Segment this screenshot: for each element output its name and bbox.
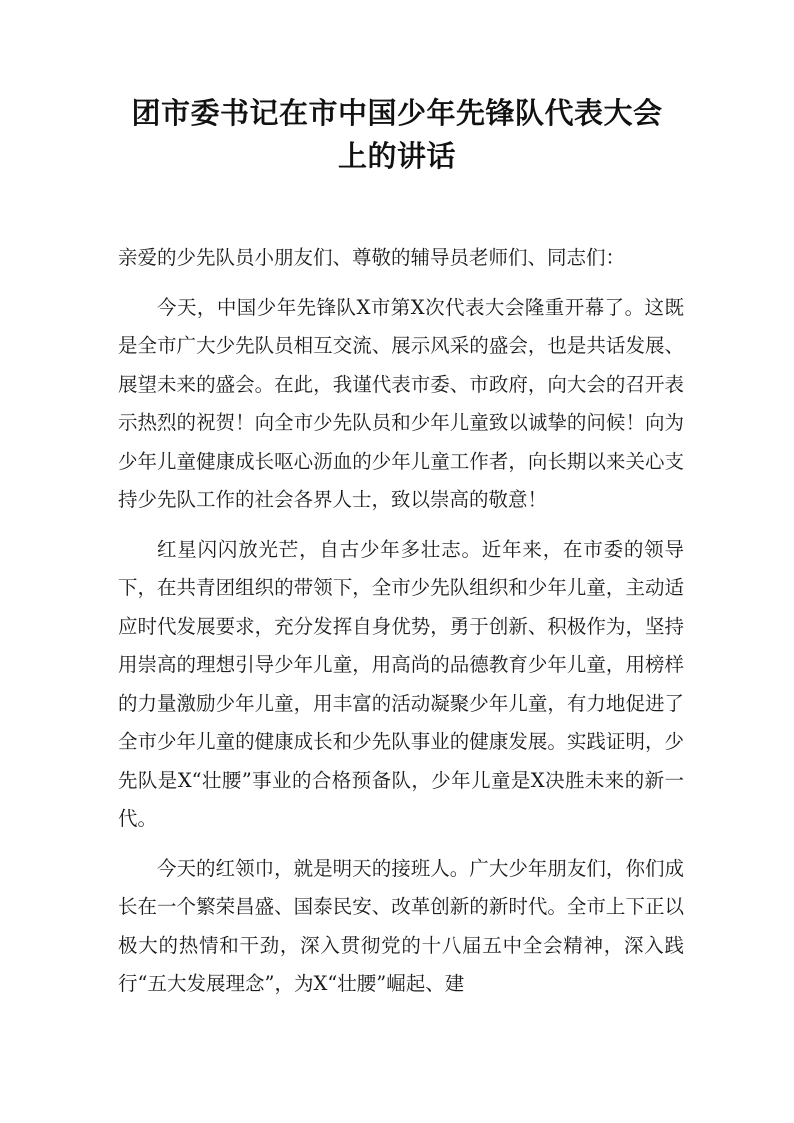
paragraph-gap: [118, 839, 684, 850]
title-line-2: 上的讲话: [337, 139, 456, 173]
document-body: [118, 239, 684, 1004]
salutation: 亲爱的少先队员小朋友们、尊敬的辅导员老师们、同志们：: [118, 246, 626, 269]
paragraph-gap: [118, 520, 684, 531]
paragraph-gap: [118, 278, 684, 289]
title-line-1: 团市委书记在市中国少年先锋队代表大会: [131, 96, 663, 130]
paragraph-2: 红星闪闪放光芒，自古少年多壮志。近年来，在市委的领导下，在共青团组织的带领下，全市少先队组织和少年儿童，主动适应时代发展要求，充分发挥自身优势，勇于创新、积极作为，坚持用崇高的理想引导少年儿童，用高尚的品德教育少年儿童，用榜样的力量激励少年儿童，用丰富的活动凝聚少年儿童，有力地促进了全市少年儿童的健康成长和少先队事业的健康发展。实践证明，少先队是X“壮腰”事业的合格预备队，少年儿童是X决胜未来的新一代。: [118, 537, 684, 830]
paragraph-1: 今天，中国少年先锋队X市第X次代表大会隆重开幕了。这既是全市广大少先队员相互交流、展示风采的盛会，也是共话发展、展望未来的盛会。在此，我谨代表市委、市政府，向大会的召开表示热烈的祝贺！向全市少先队员和少年儿童致以诚挚的问候！向为少年儿童健康成长呕心沥血的少年儿童工作者，向长期以来关心支持少先队工作的社会各界人士，致以崇高的敬意！: [118, 295, 684, 511]
document-title: [100, 92, 694, 178]
paragraph-3: 今天的红领巾，就是明天的接班人。广大少年朋友们，你们成长在一个繁荣昌盛、国泰民安、改革创新的新时代。全市上下正以极大的热情和干劲，深入贯彻党的十八届五中全会精神，深入践行“五大发展理念”，为X“壮腰”崛起、建: [118, 856, 684, 995]
